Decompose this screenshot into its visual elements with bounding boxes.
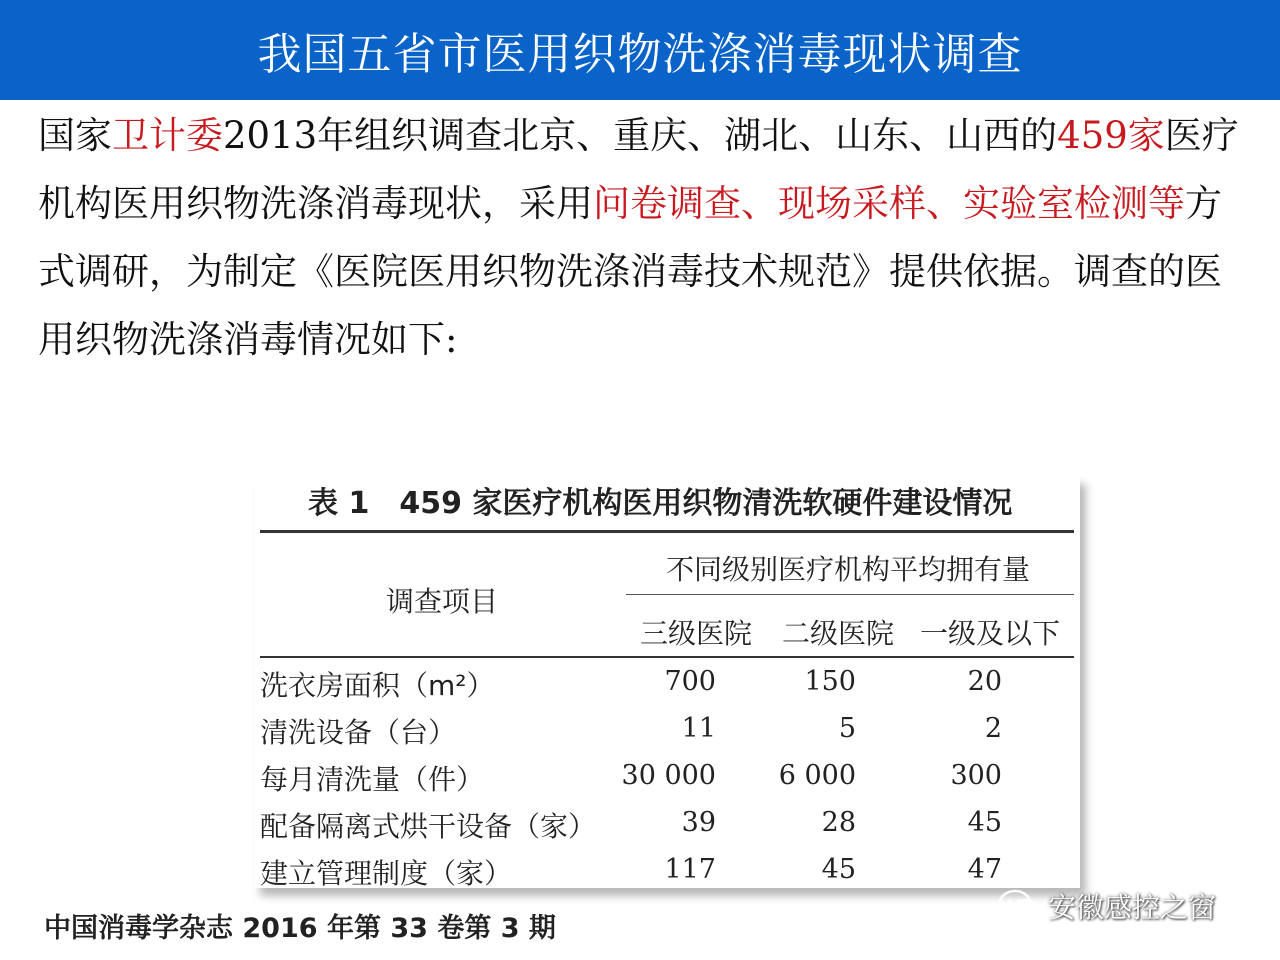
row-label: 每月清洗量（件）	[260, 763, 485, 796]
table-cell: 2	[984, 713, 1002, 744]
intro-text-1: 国家	[38, 114, 112, 157]
source-citation: 中国消毒学杂志 2016 年第 33 卷第 3 期	[44, 913, 556, 944]
column-header: 三级医院	[640, 617, 753, 650]
table-cell: 700	[664, 666, 716, 697]
slide-title: 我国五省市医用织物洗涤消毒现状调查	[257, 29, 1023, 80]
intro-highlight-1: 卫计委	[112, 114, 223, 157]
table-top-rule	[260, 530, 1074, 533]
table-cell: 39	[681, 807, 716, 838]
table-cell: 20	[967, 666, 1002, 697]
intro-text-4: 方式调研，为制定《医院医用织物洗涤消毒技术规范》提供依据。调查的医用织物洗涤消毒情况如下:	[38, 182, 1222, 361]
header-item: 调查项目	[386, 585, 499, 618]
intro-paragraph	[38, 102, 1248, 374]
table-caption: 表 1 459 家医疗机构医用织物清洗软硬件建设情况	[308, 486, 1013, 521]
table-cell: 28	[821, 807, 856, 838]
watermark-text: 安徽感控之窗	[1048, 891, 1217, 924]
row-label: 配备隔离式烘干设备（家）	[260, 810, 597, 843]
watermark	[998, 886, 1216, 926]
row-label: 洗衣房面积（m²）	[260, 669, 495, 702]
table-cell: 150	[804, 666, 856, 697]
intro-text-3: 医疗机构医用织物洗涤消毒现状，采用	[38, 114, 1239, 225]
table-cell: 300	[950, 760, 1002, 791]
table-cell: 117	[664, 854, 716, 885]
table-body-rule	[260, 656, 1074, 658]
header-group: 不同级别医疗机构平均拥有量	[666, 553, 1031, 586]
table-cell: 45	[967, 807, 1002, 838]
table-cell: 30 000	[621, 760, 716, 791]
table-cell: 45	[821, 854, 856, 885]
table-header-rule	[626, 594, 1074, 595]
intro-highlight-2: 459家	[1057, 114, 1165, 157]
intro-highlight-3: 问卷调查、现场采样、实验室检测等	[593, 182, 1185, 225]
table-cell: 5	[838, 713, 856, 744]
intro-text-2: 2013年组织调查北京、重庆、湖北、山东、山西的	[223, 114, 1058, 157]
slide-title-bar	[0, 0, 1280, 100]
table-image	[254, 476, 1080, 888]
row-label: 建立管理制度（家）	[260, 857, 513, 890]
table-cell: 6 000	[778, 760, 856, 791]
column-header: 二级医院	[782, 617, 895, 650]
table-cell: 47	[967, 854, 1002, 885]
column-header: 一级及以下	[920, 617, 1061, 650]
table-cell: 11	[681, 713, 716, 744]
wechat-icon	[998, 888, 1042, 924]
row-label: 清洗设备（台）	[260, 716, 457, 749]
